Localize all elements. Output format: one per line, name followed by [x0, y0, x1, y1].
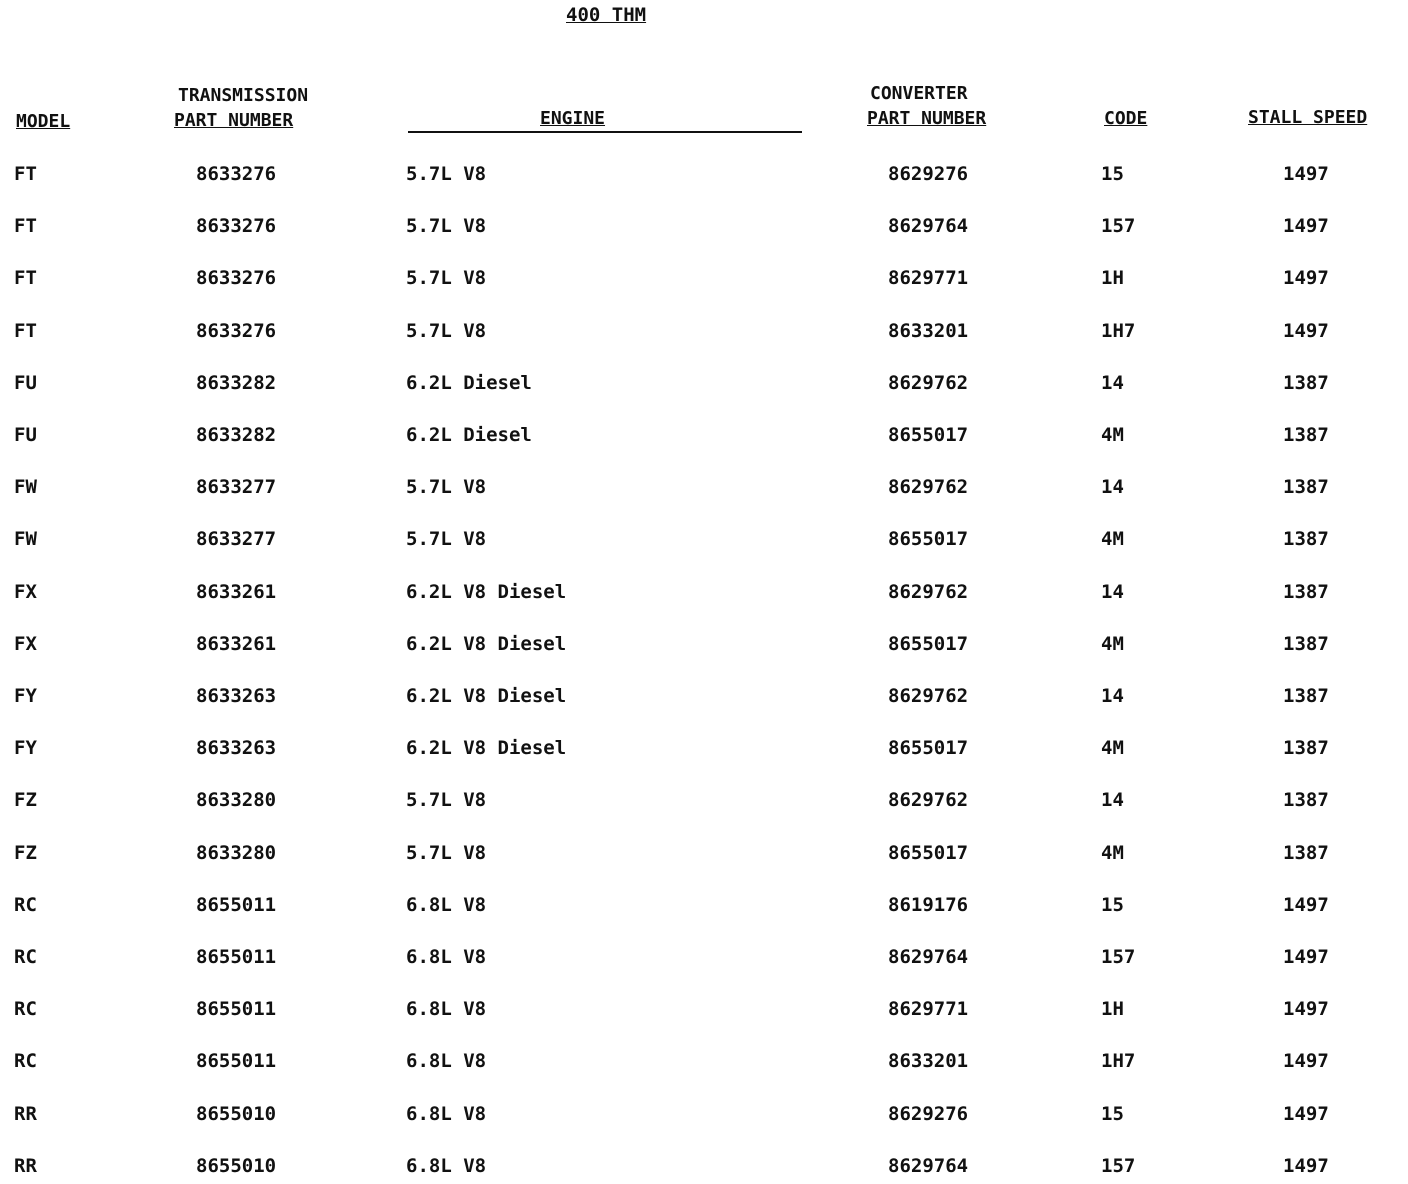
converter-part-number-cell: 8629762 [888, 581, 969, 603]
engine-cell: 5.7L V8 [406, 215, 487, 237]
code-cell: 15 [1101, 1103, 1124, 1125]
model-cell: FU [14, 372, 37, 394]
table-row [0, 684, 1408, 708]
table-row [0, 423, 1408, 447]
transmission-part-number-cell: 8633280 [196, 789, 277, 811]
code-cell: 157 [1101, 1155, 1136, 1177]
engine-cell: 6.2L V8 Diesel [406, 685, 567, 707]
transmission-part-number-cell: 8655010 [196, 1103, 277, 1125]
model-cell: RC [14, 946, 37, 968]
code-cell: 157 [1101, 946, 1136, 968]
table-row [0, 893, 1408, 917]
converter-part-number-cell: 8655017 [888, 528, 969, 550]
transmission-part-number-cell: 8633280 [196, 842, 277, 864]
code-cell: 157 [1101, 215, 1136, 237]
converter-part-number-cell: 8655017 [888, 737, 969, 759]
transmission-part-number-cell: 8633276 [196, 163, 277, 185]
table-row [0, 841, 1408, 865]
model-cell: FT [14, 267, 37, 289]
engine-cell: 6.8L V8 [406, 998, 487, 1020]
stall-speed-cell: 1497 [1283, 998, 1329, 1020]
converter-part-number-cell: 8629764 [888, 1155, 969, 1177]
stall-speed-cell: 1497 [1283, 894, 1329, 916]
model-cell: RR [14, 1155, 37, 1177]
transmission-part-number-cell: 8633263 [196, 737, 277, 759]
table-row [0, 736, 1408, 760]
table-row [0, 266, 1408, 290]
header-engine: ENGINE [540, 108, 606, 129]
stall-speed-cell: 1497 [1283, 1050, 1329, 1072]
stall-speed-cell: 1497 [1283, 163, 1329, 185]
stall-speed-cell: 1387 [1283, 789, 1329, 811]
stall-speed-cell: 1497 [1283, 267, 1329, 289]
model-cell: RC [14, 998, 37, 1020]
header-stall-speed: STALL SPEED [1248, 107, 1368, 128]
model-cell: FY [14, 685, 37, 707]
stall-speed-cell: 1387 [1283, 737, 1329, 759]
document-title: 400 THM [566, 4, 647, 26]
stall-speed-cell: 1497 [1283, 1155, 1329, 1177]
engine-cell: 5.7L V8 [406, 267, 487, 289]
code-cell: 1H [1101, 267, 1124, 289]
model-cell: FT [14, 163, 37, 185]
stall-speed-cell: 1387 [1283, 633, 1329, 655]
converter-part-number-cell: 8629762 [888, 685, 969, 707]
table-row [0, 945, 1408, 969]
converter-part-number-cell: 8629762 [888, 789, 969, 811]
stall-speed-cell: 1387 [1283, 842, 1329, 864]
table-row [0, 527, 1408, 551]
engine-cell: 5.7L V8 [406, 789, 487, 811]
converter-part-number-cell: 8619176 [888, 894, 969, 916]
transmission-part-number-cell: 8655011 [196, 998, 277, 1020]
stall-speed-cell: 1497 [1283, 215, 1329, 237]
transmission-part-number-cell: 8655011 [196, 894, 277, 916]
table-row [0, 475, 1408, 499]
header-transmission-line2: PART NUMBER [174, 110, 294, 131]
table-row [0, 1049, 1408, 1073]
converter-part-number-cell: 8655017 [888, 424, 969, 446]
code-cell: 4M [1101, 737, 1124, 759]
model-cell: FZ [14, 842, 37, 864]
code-cell: 14 [1101, 581, 1124, 603]
engine-cell: 6.2L V8 Diesel [406, 581, 567, 603]
transmission-part-number-cell: 8633261 [196, 633, 277, 655]
stall-speed-cell: 1387 [1283, 476, 1329, 498]
code-cell: 14 [1101, 372, 1124, 394]
header-code: CODE [1104, 108, 1148, 129]
converter-part-number-cell: 8629764 [888, 215, 969, 237]
transmission-part-number-cell: 8655011 [196, 1050, 277, 1072]
converter-part-number-cell: 8633201 [888, 1050, 969, 1072]
engine-cell: 6.8L V8 [406, 1103, 487, 1125]
stall-speed-cell: 1387 [1283, 685, 1329, 707]
model-cell: FU [14, 424, 37, 446]
code-cell: 14 [1101, 476, 1124, 498]
converter-part-number-cell: 8629276 [888, 1103, 969, 1125]
table-row [0, 788, 1408, 812]
model-cell: FW [14, 528, 37, 550]
engine-cell: 5.7L V8 [406, 163, 487, 185]
converter-part-number-cell: 8655017 [888, 633, 969, 655]
converter-part-number-cell: 8629762 [888, 476, 969, 498]
header-converter-line1: CONVERTER [870, 83, 968, 104]
transmission-part-number-cell: 8633277 [196, 528, 277, 550]
transmission-part-number-cell: 8633282 [196, 424, 277, 446]
code-cell: 14 [1101, 789, 1124, 811]
header-converter-line2: PART NUMBER [867, 108, 987, 129]
engine-cell: 6.2L Diesel [406, 424, 532, 446]
stall-speed-cell: 1387 [1283, 372, 1329, 394]
model-cell: FT [14, 320, 37, 342]
engine-cell: 5.7L V8 [406, 320, 487, 342]
code-cell: 4M [1101, 633, 1124, 655]
code-cell: 15 [1101, 163, 1124, 185]
converter-part-number-cell: 8633201 [888, 320, 969, 342]
model-cell: RC [14, 1050, 37, 1072]
model-cell: FZ [14, 789, 37, 811]
model-cell: RR [14, 1103, 37, 1125]
code-cell: 14 [1101, 685, 1124, 707]
transmission-part-number-cell: 8633276 [196, 320, 277, 342]
table-row [0, 580, 1408, 604]
table-row [0, 214, 1408, 238]
model-cell: FT [14, 215, 37, 237]
model-cell: FX [14, 581, 37, 603]
engine-cell: 5.7L V8 [406, 528, 487, 550]
table-row [0, 632, 1408, 656]
model-cell: RC [14, 894, 37, 916]
code-cell: 15 [1101, 894, 1124, 916]
code-cell: 4M [1101, 528, 1124, 550]
stall-speed-cell: 1387 [1283, 581, 1329, 603]
header-model: MODEL [16, 111, 71, 132]
stall-speed-cell: 1497 [1283, 1103, 1329, 1125]
engine-cell: 6.2L Diesel [406, 372, 532, 394]
model-cell: FY [14, 737, 37, 759]
engine-cell: 6.2L V8 Diesel [406, 737, 567, 759]
engine-cell: 5.7L V8 [406, 476, 487, 498]
transmission-part-number-cell: 8633276 [196, 267, 277, 289]
engine-cell: 6.2L V8 Diesel [406, 633, 567, 655]
converter-part-number-cell: 8629276 [888, 163, 969, 185]
model-cell: FX [14, 633, 37, 655]
converter-part-number-cell: 8629764 [888, 946, 969, 968]
transmission-part-number-cell: 8633276 [196, 215, 277, 237]
transmission-part-number-cell: 8655011 [196, 946, 277, 968]
transmission-part-number-cell: 8633277 [196, 476, 277, 498]
code-cell: 4M [1101, 842, 1124, 864]
engine-header-rule [408, 131, 802, 133]
model-cell: FW [14, 476, 37, 498]
transmission-part-number-cell: 8655010 [196, 1155, 277, 1177]
code-cell: 1H [1101, 998, 1124, 1020]
code-cell: 1H7 [1101, 320, 1136, 342]
stall-speed-cell: 1497 [1283, 946, 1329, 968]
stall-speed-cell: 1387 [1283, 528, 1329, 550]
table-row [0, 371, 1408, 395]
code-cell: 1H7 [1101, 1050, 1136, 1072]
converter-part-number-cell: 8629771 [888, 998, 969, 1020]
transmission-part-number-cell: 8633282 [196, 372, 277, 394]
header-transmission-line1: TRANSMISSION [178, 85, 309, 106]
converter-part-number-cell: 8629771 [888, 267, 969, 289]
table-row [0, 1102, 1408, 1126]
transmission-part-number-cell: 8633263 [196, 685, 277, 707]
stall-speed-cell: 1497 [1283, 320, 1329, 342]
stall-speed-cell: 1387 [1283, 424, 1329, 446]
table-row [0, 162, 1408, 186]
code-cell: 4M [1101, 424, 1124, 446]
engine-cell: 6.8L V8 [406, 1050, 487, 1072]
table-row [0, 997, 1408, 1021]
converter-part-number-cell: 8629762 [888, 372, 969, 394]
converter-part-number-cell: 8655017 [888, 842, 969, 864]
engine-cell: 6.8L V8 [406, 1155, 487, 1177]
engine-cell: 6.8L V8 [406, 894, 487, 916]
engine-cell: 6.8L V8 [406, 946, 487, 968]
transmission-part-number-cell: 8633261 [196, 581, 277, 603]
table-row [0, 1154, 1408, 1178]
engine-cell: 5.7L V8 [406, 842, 487, 864]
table-row [0, 319, 1408, 343]
